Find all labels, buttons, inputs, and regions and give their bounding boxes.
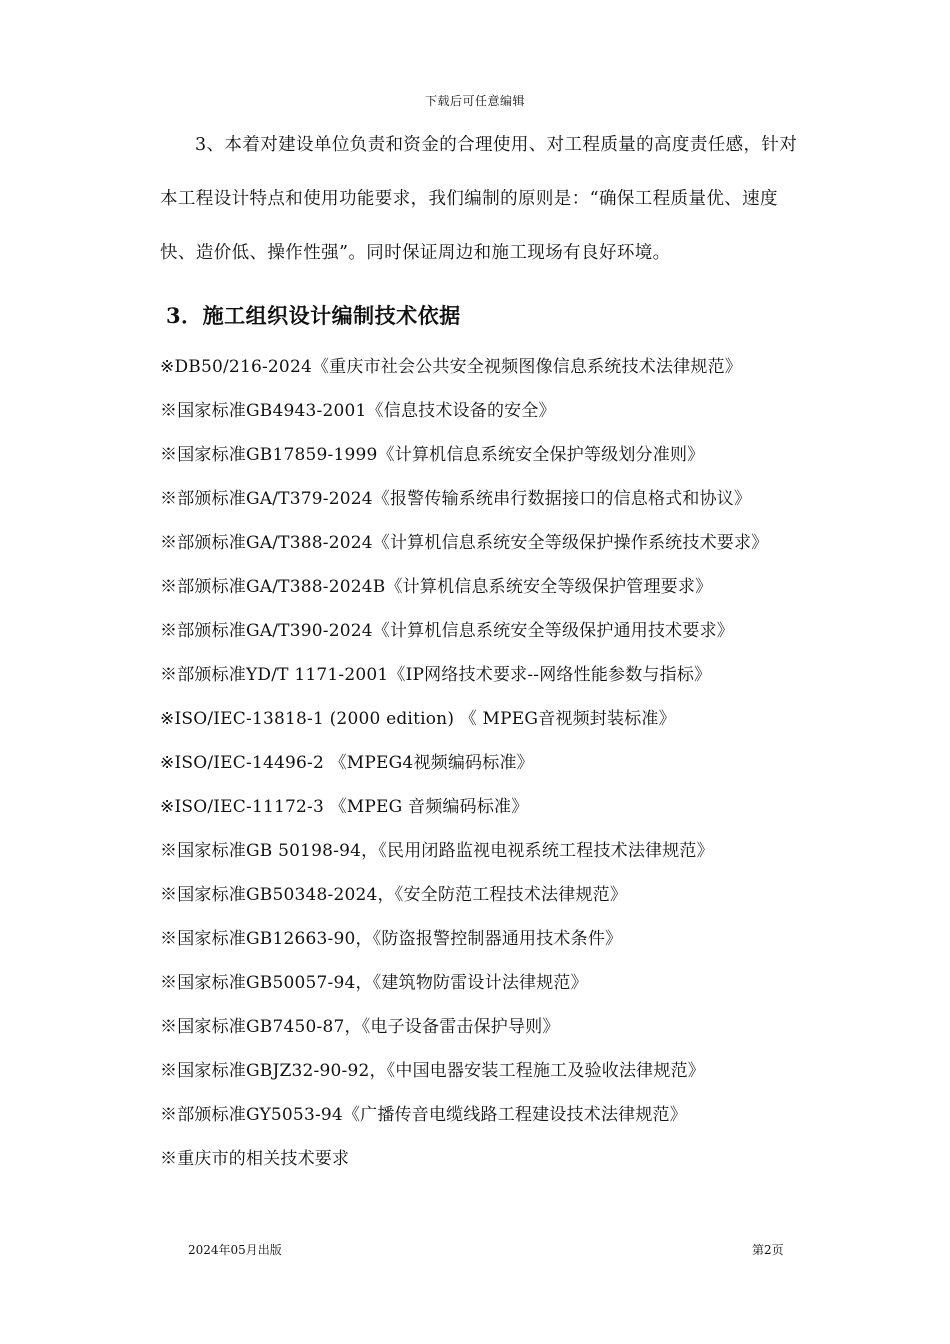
reference-list (160, 354, 800, 1190)
reference-item: ※部颁标准GA/T388-2024B《计算机信息系统安全等级保护管理要求》 (160, 577, 713, 597)
reference-item: ※国家标准GBJZ32-90-92，《中国电器安装工程施工及验收法律规范》 (160, 1061, 705, 1081)
section-heading: 3．施工组织设计编制技术依据 (166, 303, 461, 328)
header-note: 下载后可任意编辑 (424, 94, 525, 108)
reference-item: ※部颁标准YD/T 1171-2001《IP网络技术要求--网络性能参数与指标》 (160, 665, 712, 685)
reference-item: ※部颁标准GA/T390-2024《计算机信息系统安全等级保护通用技术要求》 (160, 621, 734, 641)
reference-item: ※部颁标准GA/T388-2024《计算机信息系统安全等级保护操作系统技术要求》 (160, 533, 769, 553)
reference-item: ※部颁标准GY5053-94《广播传音电缆线路工程建设技术法律规范》 (160, 1105, 687, 1125)
reference-item: ※国家标准GB7450-87，《电子设备雷击保护导则》 (160, 1017, 560, 1037)
reference-item: ※国家标准GB50348-2024，《安全防范工程技术法律规范》 (160, 885, 628, 905)
reference-item: ※国家标准GB50057-94，《建筑物防雷设计法律规范》 (160, 973, 588, 993)
intro-paragraph: 3、本着对建设单位负责和资金的合理使用、对工程质量的高度责任感，针对本工程设计特点和使用功能要求，我们编制的原则是：“确保工程质量优、速度快、造价低、操作性强”。同时保证周边和施工现场有良好环境。 (160, 135, 798, 263)
reference-item: ※国家标准GB17859-1999《计算机信息系统安全保护等级划分准则》 (160, 445, 705, 465)
footer-page-number: 第2页 (752, 1243, 784, 1257)
reference-item: ※部颁标准GA/T379-2024《报警传输系统串行数据接口的信息格式和协议》 (160, 489, 752, 509)
footer-publish-date: 2024年05月出版 (188, 1243, 282, 1257)
reference-item: ※DB50/216-2024《重庆市社会公共安全视频图像信息系统技术法律规范》 (160, 357, 742, 377)
reference-item: ※国家标准GB 50198-94，《民用闭路监视电视系统工程技术法律规范》 (160, 841, 714, 861)
reference-item: ※重庆市的相关技术要求 (160, 1149, 350, 1169)
reference-item: ※ISO/IEC-13818-1 (2000 edition) 《 MPEG音视频封装标准》 (160, 709, 676, 729)
reference-item: ※ISO/IEC-14496-2 《MPEG4视频编码标准》 (160, 753, 534, 773)
reference-item: ※国家标准GB12663-90，《防盗报警控制器通用技术条件》 (160, 929, 623, 949)
reference-item: ※ISO/IEC-11172-3 《MPEG 音频编码标准》 (160, 797, 529, 817)
reference-item: ※国家标准GB4943-2001《信息技术设备的安全》 (160, 401, 556, 421)
